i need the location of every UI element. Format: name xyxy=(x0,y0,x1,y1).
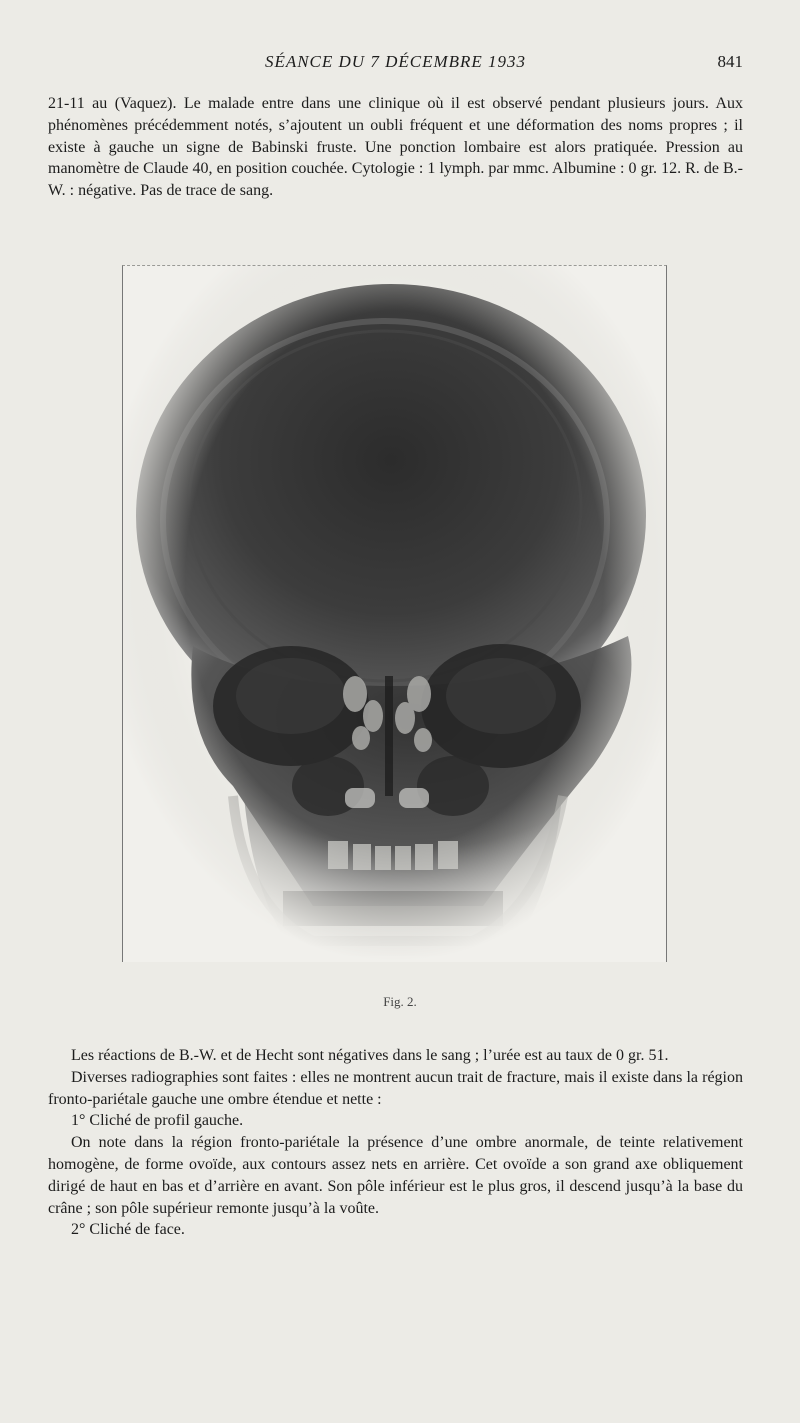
running-title: SÉANCE DU 7 DÉCEMBRE 1933 xyxy=(264,52,527,71)
paragraph-continued: 21-11 au (Vaquez). Le malade entre dans une clinique où il est observé pendant plusieurs jours. Aux phénomènes précédemment notés, s’ajoutent un oubli fréquent et une déformation des noms propres ; il existe à gauche un signe de Babinski fruste. Une ponction lombaire est alors pratiquée. Pression au manomètre de Claude 40, en position couchée. Cytologie : 1 lymph. par mmc. Albumine : 0 gr. 12. R. de B.-W. : négative. Pas de trace de sang. xyxy=(48,95,743,200)
paragraph-2: Diverses radiographies sont faites : elles ne montrent aucun trait de fracture, mais il existe dans la région fronto-pariétale gauche une ombre étendue et nette : xyxy=(48,1068,743,1108)
running-head xyxy=(48,52,743,76)
page-number: 841 xyxy=(717,52,743,71)
paragraph-top xyxy=(48,93,743,202)
paragraphs-bottom xyxy=(48,1045,743,1241)
paragraph-4: On note dans la région fronto-pariétale la présence d’une ombre anormale, de teinte relativement homogène, de forme ovoïde, aux contours assez nets en arrière. Cet ovoïde a son grand axe obliquement dirigé de haut en bas et d’arrière en avant. Son pôle inférieur est le plus gros, il descend jusqu’à la base du crâne ; son pôle supérieur remonte jusqu’à la voûte. xyxy=(48,1134,743,1217)
figure-caption: Fig. 2. xyxy=(383,994,417,1009)
figure-frame xyxy=(122,265,667,962)
skull-xray-image xyxy=(123,266,666,962)
paragraph-3: 1° Cliché de profil gauche. xyxy=(71,1112,244,1130)
paragraph-1: Les réactions de B.-W. et de Hecht sont négatives dans le sang ; l’urée est au taux de 0 gr. 51. xyxy=(71,1047,669,1064)
paragraph-5: 2° Cliché de face. xyxy=(71,1221,185,1239)
